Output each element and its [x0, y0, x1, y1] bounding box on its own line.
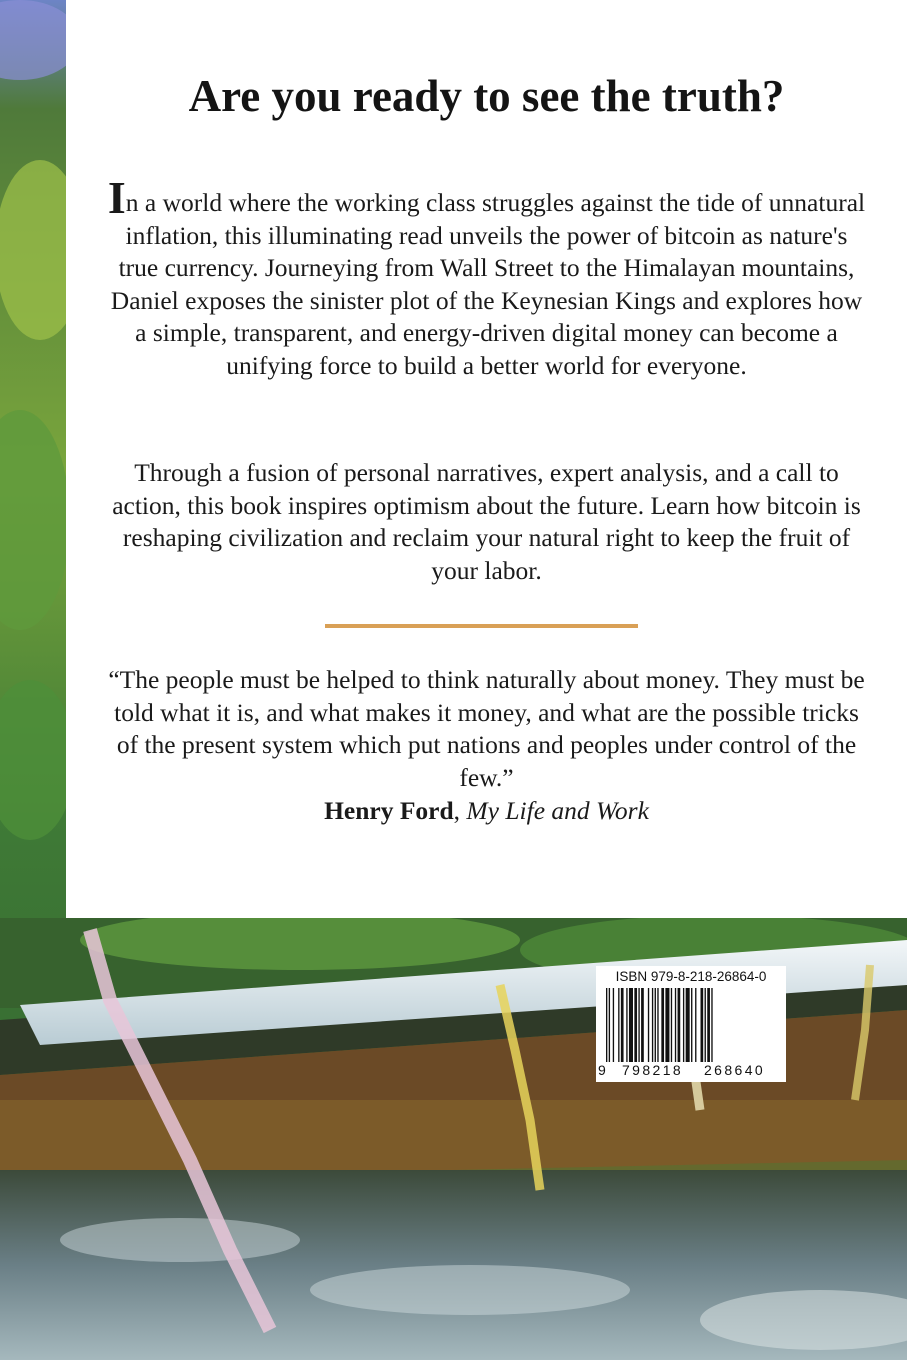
barcode-digits-left: 798218 — [622, 1062, 684, 1078]
drop-cap: I — [107, 172, 126, 223]
blurb-paragraph-2: Through a fusion of personal narratives, expert analysis, and a call to action, this book inspires optimism about the future. Learn how bitcoin is reshaping civilization and reclaim your natural right to keep the fruit of your labor. — [112, 458, 861, 585]
text-panel — [66, 0, 907, 918]
barcode-bars — [606, 988, 778, 1062]
blurb-paragraph-1 — [106, 172, 867, 383]
barcode-digit-lead: 9 — [598, 1062, 606, 1078]
quote-author: Henry Ford — [324, 796, 454, 825]
divider-line — [325, 624, 638, 628]
barcode-digits-right: 268640 — [704, 1062, 766, 1078]
headline: Are you ready to see the truth? — [188, 71, 785, 121]
quote-source: My Life and Work — [466, 796, 649, 825]
blurb-paragraph-1-text: n a world where the working class struggles against the tide of unnatural inflation, this illuminating read unveils the power of bitcoin as nature's true currency. Journeying from Wall Street to the Himalayan mountains, Daniel exposes the sinister plot of the Keynesian Kings and explores how a simple, transparent, and energy-driven digital money can become a unifying force to build a better world for everyone. — [110, 188, 866, 380]
quote-separator: , — [453, 796, 467, 825]
isbn-label: ISBN 979-8-218-26864-0 — [615, 969, 767, 984]
quote-text: “The people must be helped to think naturally about money. They must be told what it is, and what makes it money, and what are the possible tricks of the present system which put nations and peoples under control of the few.” — [108, 665, 865, 792]
isbn-barcode — [596, 966, 786, 1082]
quote-attribution — [106, 795, 867, 828]
